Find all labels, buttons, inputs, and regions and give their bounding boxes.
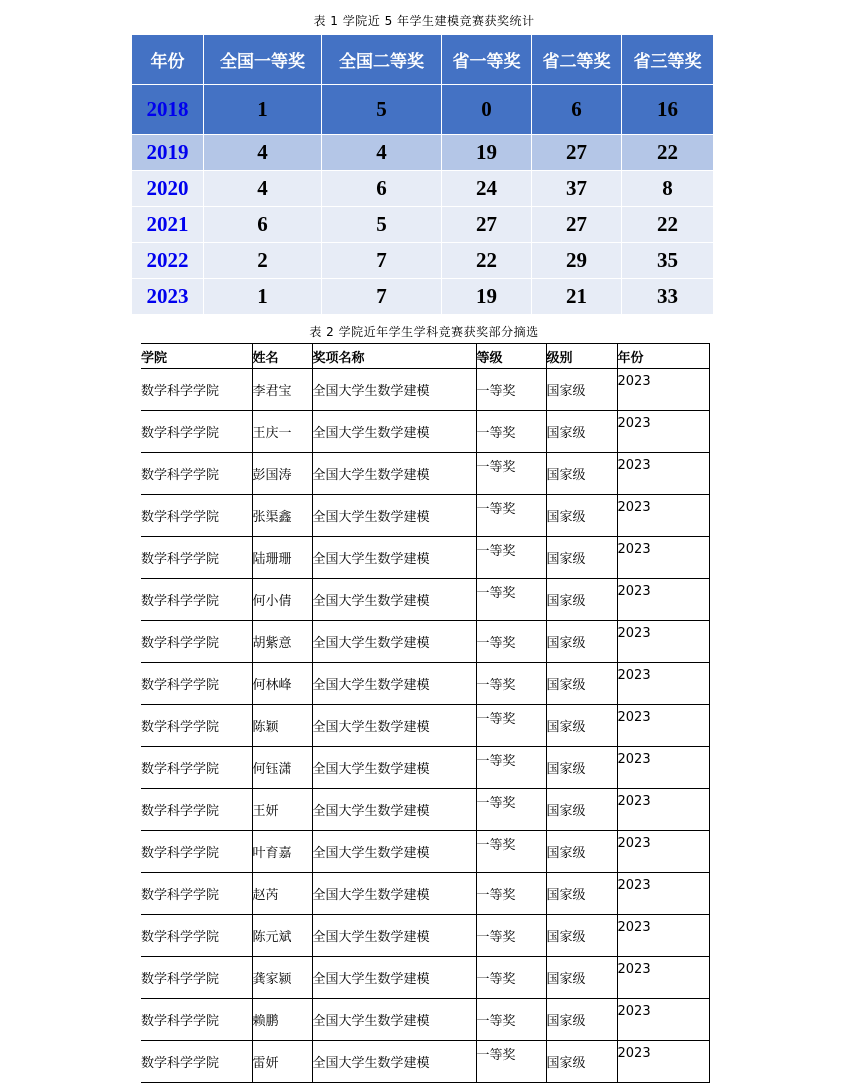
- cell-award-name: 全国大学生数学建模: [312, 411, 476, 453]
- cell-name: 彭国涛: [252, 453, 312, 495]
- header-provincial-first: 省一等奖: [442, 35, 532, 85]
- cell-level: 国家级: [546, 495, 617, 537]
- cell-grade: 一等奖: [476, 579, 546, 621]
- cell-award-name: 全国大学生数学建模: [312, 369, 476, 411]
- cell-level: 国家级: [546, 999, 617, 1041]
- cell-provincial-first: 0: [442, 85, 532, 135]
- header-name: 姓名: [252, 344, 312, 369]
- cell-college: 数学科学学院: [141, 1041, 252, 1083]
- cell-award-name: 全国大学生数学建模: [312, 915, 476, 957]
- cell-award-name: 全国大学生数学建模: [312, 747, 476, 789]
- table-row: [141, 621, 709, 663]
- cell-award-name: 全国大学生数学建模: [312, 621, 476, 663]
- cell-grade: 一等奖: [476, 747, 546, 789]
- table-row: [141, 411, 709, 453]
- cell-year: 2023: [617, 831, 709, 873]
- cell-name: 赖鹏: [252, 999, 312, 1041]
- table-row: [141, 705, 709, 747]
- cell-grade: 一等奖: [476, 663, 546, 705]
- cell-level: 国家级: [546, 789, 617, 831]
- cell-year: 2023: [132, 279, 204, 315]
- cell-name: 陈颖: [252, 705, 312, 747]
- cell-level: 国家级: [546, 873, 617, 915]
- table1-row: [132, 279, 714, 315]
- cell-level: 国家级: [546, 453, 617, 495]
- cell-award-name: 全国大学生数学建模: [312, 663, 476, 705]
- cell-college: 数学科学学院: [141, 411, 252, 453]
- table1-caption: 表 1 学院近 5 年学生建模竞赛获奖统计: [313, 14, 535, 28]
- cell-provincial-first: 19: [442, 279, 532, 315]
- cell-name: 龚家颍: [252, 957, 312, 999]
- cell-year: 2023: [617, 621, 709, 663]
- cell-college: 数学科学学院: [141, 537, 252, 579]
- cell-year: 2023: [617, 747, 709, 789]
- table-row: [141, 369, 709, 411]
- cell-provincial-second: 27: [532, 135, 622, 171]
- header-provincial-second: 省二等奖: [532, 35, 622, 85]
- cell-national-second: 5: [322, 207, 442, 243]
- cell-national-second: 6: [322, 171, 442, 207]
- cell-year: 2023: [617, 1041, 709, 1083]
- cell-provincial-first: 19: [442, 135, 532, 171]
- cell-college: 数学科学学院: [141, 369, 252, 411]
- cell-college: 数学科学学院: [141, 495, 252, 537]
- table1-row: [132, 207, 714, 243]
- cell-award-name: 全国大学生数学建模: [312, 957, 476, 999]
- cell-grade: 一等奖: [476, 831, 546, 873]
- cell-year: 2023: [617, 915, 709, 957]
- cell-award-name: 全国大学生数学建模: [312, 495, 476, 537]
- cell-award-name: 全国大学生数学建模: [312, 537, 476, 579]
- cell-name: 陆珊珊: [252, 537, 312, 579]
- cell-provincial-second: 6: [532, 85, 622, 135]
- cell-name: 何钰潇: [252, 747, 312, 789]
- cell-college: 数学科学学院: [141, 621, 252, 663]
- cell-level: 国家级: [546, 537, 617, 579]
- cell-national-first: 4: [204, 171, 322, 207]
- cell-provincial-third: 8: [622, 171, 714, 207]
- cell-grade: 一等奖: [476, 1041, 546, 1083]
- cell-national-second: 5: [322, 85, 442, 135]
- cell-college: 数学科学学院: [141, 705, 252, 747]
- cell-college: 数学科学学院: [141, 789, 252, 831]
- cell-college: 数学科学学院: [141, 915, 252, 957]
- cell-name: 何林峰: [252, 663, 312, 705]
- cell-name: 胡紫意: [252, 621, 312, 663]
- cell-provincial-third: 22: [622, 207, 714, 243]
- table1-row: [132, 171, 714, 207]
- cell-name: 张渠鑫: [252, 495, 312, 537]
- cell-provincial-first: 22: [442, 243, 532, 279]
- cell-grade: 一等奖: [476, 495, 546, 537]
- cell-grade: 一等奖: [476, 453, 546, 495]
- cell-level: 国家级: [546, 579, 617, 621]
- cell-level: 国家级: [546, 1041, 617, 1083]
- cell-year: 2023: [617, 789, 709, 831]
- cell-year: 2023: [617, 537, 709, 579]
- cell-year: 2023: [617, 453, 709, 495]
- cell-national-first: 4: [204, 135, 322, 171]
- cell-grade: 一等奖: [476, 957, 546, 999]
- table-row: [141, 579, 709, 621]
- cell-college: 数学科学学院: [141, 453, 252, 495]
- award-excerpt-table: [141, 343, 710, 1083]
- cell-national-first: 6: [204, 207, 322, 243]
- cell-year: 2019: [132, 135, 204, 171]
- cell-provincial-third: 22: [622, 135, 714, 171]
- cell-name: 王妍: [252, 789, 312, 831]
- header-national-first: 全国一等奖: [204, 35, 322, 85]
- cell-national-second: 7: [322, 243, 442, 279]
- cell-provincial-second: 29: [532, 243, 622, 279]
- table-row: [141, 1041, 709, 1083]
- cell-name: 王庆一: [252, 411, 312, 453]
- table1-row: [132, 135, 714, 171]
- table2-header-row: [141, 344, 709, 369]
- cell-award-name: 全国大学生数学建模: [312, 1041, 476, 1083]
- table-row: [141, 747, 709, 789]
- table-row: [141, 663, 709, 705]
- cell-national-second: 4: [322, 135, 442, 171]
- cell-college: 数学科学学院: [141, 831, 252, 873]
- cell-award-name: 全国大学生数学建模: [312, 705, 476, 747]
- cell-year: 2023: [617, 579, 709, 621]
- cell-award-name: 全国大学生数学建模: [312, 831, 476, 873]
- cell-grade: 一等奖: [476, 411, 546, 453]
- cell-college: 数学科学学院: [141, 873, 252, 915]
- cell-provincial-second: 37: [532, 171, 622, 207]
- cell-level: 国家级: [546, 747, 617, 789]
- cell-award-name: 全国大学生数学建模: [312, 873, 476, 915]
- header-award-name: 奖项名称: [312, 344, 476, 369]
- header-provincial-third: 省三等奖: [622, 35, 714, 85]
- cell-grade: 一等奖: [476, 537, 546, 579]
- cell-provincial-third: 16: [622, 85, 714, 135]
- cell-college: 数学科学学院: [141, 999, 252, 1041]
- cell-year: 2023: [617, 957, 709, 999]
- cell-provincial-second: 27: [532, 207, 622, 243]
- cell-provincial-first: 27: [442, 207, 532, 243]
- table-row: [141, 789, 709, 831]
- table1-header-row: [132, 35, 714, 85]
- cell-name: 何小倩: [252, 579, 312, 621]
- cell-college: 数学科学学院: [141, 663, 252, 705]
- cell-year: 2023: [617, 663, 709, 705]
- cell-college: 数学科学学院: [141, 579, 252, 621]
- cell-year: 2018: [132, 85, 204, 135]
- cell-grade: 一等奖: [476, 873, 546, 915]
- header-national-second: 全国二等奖: [322, 35, 442, 85]
- cell-provincial-second: 21: [532, 279, 622, 315]
- cell-level: 国家级: [546, 663, 617, 705]
- cell-level: 国家级: [546, 957, 617, 999]
- header-year: 年份: [132, 35, 204, 85]
- cell-name: 叶育嘉: [252, 831, 312, 873]
- cell-name: 雷妍: [252, 1041, 312, 1083]
- table-row: [141, 873, 709, 915]
- cell-award-name: 全国大学生数学建模: [312, 789, 476, 831]
- cell-level: 国家级: [546, 369, 617, 411]
- table-row: [141, 957, 709, 999]
- table2-caption: 表 2 学院近年学生学科竞赛获奖部分摘选: [309, 325, 539, 339]
- cell-year: 2022: [132, 243, 204, 279]
- cell-year: 2023: [617, 411, 709, 453]
- table-row: [141, 495, 709, 537]
- cell-grade: 一等奖: [476, 369, 546, 411]
- cell-national-first: 2: [204, 243, 322, 279]
- cell-grade: 一等奖: [476, 705, 546, 747]
- cell-national-first: 1: [204, 279, 322, 315]
- award-statistics-table: [131, 34, 714, 315]
- header-grade: 等级: [476, 344, 546, 369]
- cell-provincial-first: 24: [442, 171, 532, 207]
- header-college: 学院: [141, 344, 252, 369]
- cell-national-second: 7: [322, 279, 442, 315]
- cell-name: 陈元斌: [252, 915, 312, 957]
- cell-grade: 一等奖: [476, 621, 546, 663]
- cell-year: 2021: [132, 207, 204, 243]
- table-row: [141, 999, 709, 1041]
- cell-year: 2023: [617, 369, 709, 411]
- table-row: [141, 915, 709, 957]
- cell-year: 2023: [617, 999, 709, 1041]
- cell-provincial-third: 33: [622, 279, 714, 315]
- table1-row: [132, 243, 714, 279]
- cell-level: 国家级: [546, 621, 617, 663]
- cell-college: 数学科学学院: [141, 747, 252, 789]
- table-row: [141, 537, 709, 579]
- cell-national-first: 1: [204, 85, 322, 135]
- cell-year: 2023: [617, 873, 709, 915]
- cell-college: 数学科学学院: [141, 957, 252, 999]
- cell-name: 赵芮: [252, 873, 312, 915]
- cell-name: 李君宝: [252, 369, 312, 411]
- cell-award-name: 全国大学生数学建模: [312, 579, 476, 621]
- table-row: [141, 831, 709, 873]
- cell-level: 国家级: [546, 831, 617, 873]
- cell-level: 国家级: [546, 915, 617, 957]
- cell-year: 2023: [617, 495, 709, 537]
- cell-level: 国家级: [546, 411, 617, 453]
- header-year2: 年份: [617, 344, 709, 369]
- cell-award-name: 全国大学生数学建模: [312, 453, 476, 495]
- cell-level: 国家级: [546, 705, 617, 747]
- cell-provincial-third: 35: [622, 243, 714, 279]
- table1-row: [132, 85, 714, 135]
- cell-grade: 一等奖: [476, 789, 546, 831]
- cell-year: 2020: [132, 171, 204, 207]
- header-level: 级别: [546, 344, 617, 369]
- table-row: [141, 453, 709, 495]
- cell-award-name: 全国大学生数学建模: [312, 999, 476, 1041]
- cell-year: 2023: [617, 705, 709, 747]
- cell-grade: 一等奖: [476, 915, 546, 957]
- cell-grade: 一等奖: [476, 999, 546, 1041]
